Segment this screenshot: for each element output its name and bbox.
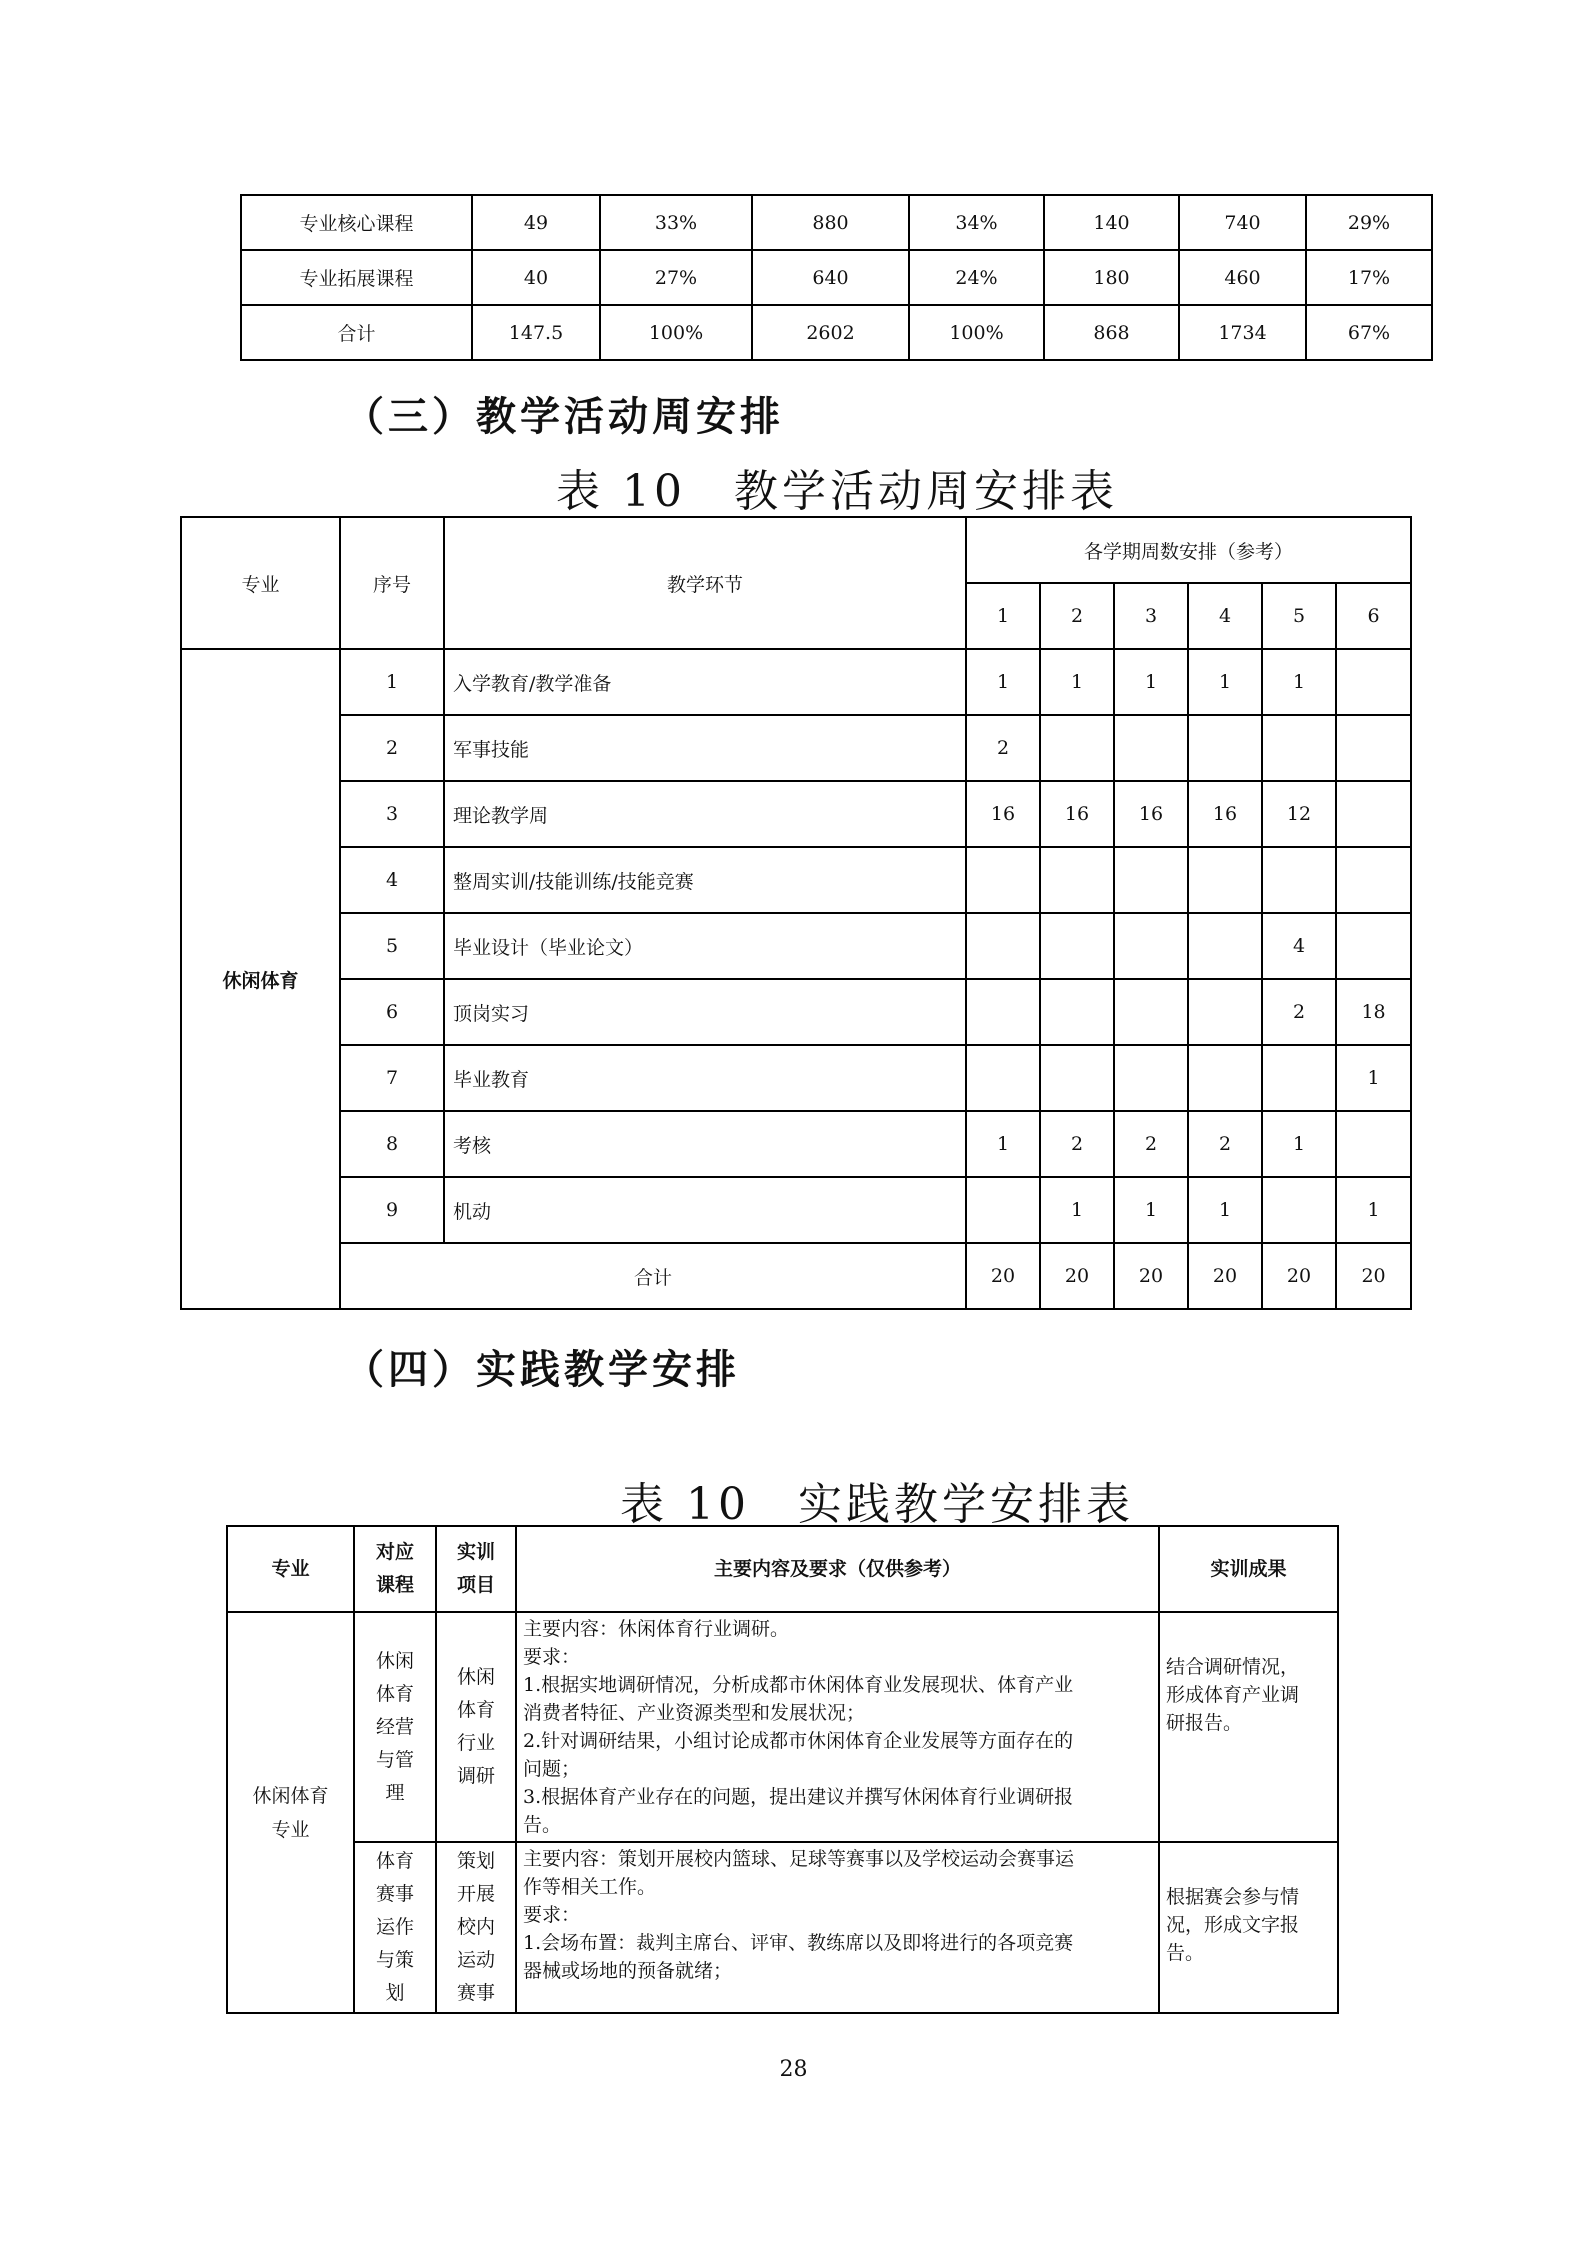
week-cell: 1 (1040, 649, 1114, 715)
practice-course-cell-line: 与策 (375, 1949, 414, 1971)
week-cell (1040, 715, 1114, 781)
summary-cell: 67% (1306, 305, 1432, 360)
summary-cell: 640 (752, 250, 909, 305)
practice-content-cell-line: 作等相关工作。 (523, 1876, 657, 1898)
week-cell (1262, 1045, 1336, 1111)
summary-cell: 147.5 (472, 305, 600, 360)
week-cell (1336, 1111, 1411, 1177)
practice-project-cell-line: 休闲 (456, 1666, 495, 1688)
week-cell: 1 (1188, 1177, 1262, 1243)
seq-cell: 7 (340, 1045, 444, 1111)
week-cell (1188, 715, 1262, 781)
week-cell: 1 (1114, 1177, 1188, 1243)
seq-cell: 5 (340, 913, 444, 979)
practice-course-cell-line: 体育 (375, 1850, 414, 1872)
page-number: 28 (779, 2057, 808, 2082)
week-cell (1114, 847, 1188, 913)
header-step: 教学环节 (444, 517, 966, 649)
practice-content-cell-line: 3.根据体育产业存在的问题，提出建议并撰写休闲体育行业调研报 (523, 1786, 1074, 1808)
header-semester: 1 (966, 583, 1040, 649)
header-semester: 6 (1336, 583, 1411, 649)
practice-project-cell (436, 1842, 516, 2013)
seq-cell: 1 (340, 649, 444, 715)
week-cell: 2 (1114, 1111, 1188, 1177)
practice-row (227, 1842, 1338, 2013)
practice-course-cell-line: 休闲 (375, 1649, 414, 1672)
week-cell (1040, 979, 1114, 1045)
step-cell: 考核 (444, 1111, 966, 1177)
week-cell: 16 (1040, 781, 1114, 847)
practice-header-content: 主要内容及要求（仅供参考） (516, 1526, 1159, 1612)
seq-cell: 9 (340, 1177, 444, 1243)
practice-project-cell-line: 校内 (456, 1916, 495, 1938)
practice-result-cell-line: 研报告。 (1166, 1712, 1243, 1734)
week-cell (966, 1177, 1040, 1243)
summary-cell: 180 (1044, 250, 1179, 305)
week-cell: 1 (1188, 649, 1262, 715)
major-cell: 休闲体育 (181, 649, 340, 1309)
practice-major-cell (227, 1612, 354, 2013)
week-cell (1040, 847, 1114, 913)
practice-teaching-table (226, 1525, 1339, 2014)
practice-content-cell (516, 1612, 1159, 1842)
week-cell (966, 979, 1040, 1045)
practice-header-course-line: 课程 (375, 1574, 414, 1596)
summary-cell: 专业拓展课程 (241, 250, 472, 305)
practice-content-cell-line: 要求： (523, 1904, 581, 1926)
practice-project-cell-line: 调研 (456, 1765, 495, 1787)
header-semester-group: 各学期周数安排（参考） (966, 517, 1411, 583)
header-seq: 序号 (340, 517, 444, 649)
step-cell: 机动 (444, 1177, 966, 1243)
practice-project-cell (436, 1612, 516, 1842)
practice-major-cell-line: 专业 (271, 1818, 310, 1841)
weekly-schedule-table (180, 516, 1412, 1310)
summary-cell: 100% (600, 305, 752, 360)
summary-cell: 868 (1044, 305, 1179, 360)
summary-row (241, 195, 1432, 250)
week-cell: 1 (1262, 649, 1336, 715)
summary-cell: 2602 (752, 305, 909, 360)
summary-row (241, 250, 1432, 305)
week-cell (1040, 1045, 1114, 1111)
header-semester: 4 (1188, 583, 1262, 649)
week-cell: 1 (1262, 1111, 1336, 1177)
practice-header-result: 实训成果 (1159, 1526, 1338, 1612)
week-cell: 1 (1040, 1177, 1114, 1243)
practice-course-cell-line: 体育 (375, 1682, 414, 1705)
practice-result-cell-line: 况，形成文字报 (1166, 1914, 1300, 1936)
practice-project-cell-line: 赛事 (456, 1982, 495, 2004)
summary-row (241, 305, 1432, 360)
practice-result-cell (1159, 1612, 1338, 1842)
schedule-row (181, 1111, 1411, 1177)
summary-cell: 100% (909, 305, 1044, 360)
practice-result-cell-line: 告。 (1166, 1942, 1205, 1964)
schedule-row (181, 979, 1411, 1045)
practice-content-cell-line: 主要内容：策划开展校内篮球、足球等赛事以及学校运动会赛事运 (523, 1848, 1075, 1870)
seq-cell: 8 (340, 1111, 444, 1177)
practice-result-cell-line: 根据赛会参与情 (1166, 1886, 1300, 1908)
seq-cell: 2 (340, 715, 444, 781)
section3-caption: 表 10 教学活动周安排表 (556, 466, 1118, 517)
summary-cell: 合计 (241, 305, 472, 360)
practice-course-cell-line: 赛事 (375, 1883, 414, 1905)
week-cell: 2 (1040, 1111, 1114, 1177)
week-cell: 1 (966, 649, 1040, 715)
step-cell: 顶岗实习 (444, 979, 966, 1045)
summary-cell: 460 (1179, 250, 1306, 305)
week-cell: 1 (1114, 649, 1188, 715)
practice-course-cell-line: 划 (385, 1982, 405, 2004)
week-cell (1188, 847, 1262, 913)
seq-cell: 4 (340, 847, 444, 913)
practice-header-project-line: 实训 (456, 1541, 495, 1563)
practice-header-course (354, 1526, 436, 1612)
week-cell: 2 (1188, 1111, 1262, 1177)
summary-cell: 140 (1044, 195, 1179, 250)
week-cell (966, 913, 1040, 979)
week-cell: 16 (1114, 781, 1188, 847)
total-cell: 20 (966, 1243, 1040, 1309)
header-semester: 3 (1114, 583, 1188, 649)
section4-caption: 表 10 实践教学安排表 (620, 1479, 1134, 1530)
practice-content-cell-line: 1.会场布置：裁判主席台、评审、教练席以及即将进行的各项竞赛 (523, 1932, 1074, 1954)
schedule-row (181, 1045, 1411, 1111)
section4-heading: （四）实践教学安排 (344, 1346, 740, 1393)
practice-course-cell (354, 1612, 436, 1842)
week-cell (1188, 913, 1262, 979)
practice-header-project (436, 1526, 516, 1612)
week-cell: 2 (966, 715, 1040, 781)
practice-major-cell-line: 休闲体育 (252, 1784, 329, 1807)
summary-cell: 33% (600, 195, 752, 250)
week-cell (1188, 979, 1262, 1045)
schedule-row (181, 847, 1411, 913)
seq-cell: 3 (340, 781, 444, 847)
total-cell: 20 (1188, 1243, 1262, 1309)
week-cell (1262, 847, 1336, 913)
practice-project-cell-line: 体育 (456, 1699, 495, 1721)
practice-content-cell-line: 告。 (523, 1814, 562, 1836)
practice-project-cell-line: 行业 (456, 1732, 495, 1754)
practice-course-cell-line: 与管 (375, 1748, 414, 1771)
week-cell (1262, 715, 1336, 781)
practice-project-cell-line: 运动 (456, 1949, 495, 1971)
total-cell: 20 (1040, 1243, 1114, 1309)
week-cell: 12 (1262, 781, 1336, 847)
total-row (181, 1243, 1411, 1309)
practice-header-course-line: 对应 (375, 1541, 414, 1563)
summary-cell: 专业核心课程 (241, 195, 472, 250)
practice-content-cell-line: 主要内容：休闲体育行业调研。 (523, 1618, 790, 1640)
week-cell (1114, 979, 1188, 1045)
summary-cell: 29% (1306, 195, 1432, 250)
course-summary-table (240, 194, 1433, 361)
practice-content-cell-line: 1.根据实地调研情况，分析成都市休闲体育业发展现状、体育产业 (523, 1674, 1074, 1696)
seq-cell: 6 (340, 979, 444, 1045)
practice-result-cell-line: 结合调研情况， (1166, 1656, 1300, 1678)
total-cell: 20 (1114, 1243, 1188, 1309)
practice-course-cell-line: 运作 (375, 1916, 414, 1938)
summary-cell: 34% (909, 195, 1044, 250)
week-cell (1336, 781, 1411, 847)
total-label: 合计 (340, 1243, 966, 1309)
summary-cell: 1734 (1179, 305, 1306, 360)
practice-course-cell (354, 1842, 436, 2013)
header-semester: 5 (1262, 583, 1336, 649)
practice-header-project-line: 项目 (456, 1574, 495, 1596)
week-cell: 16 (1188, 781, 1262, 847)
section3-heading: （三）教学活动周安排 (344, 393, 784, 440)
practice-content-cell-line: 问题； (523, 1758, 581, 1780)
practice-result-cell (1159, 1842, 1338, 2013)
summary-cell: 17% (1306, 250, 1432, 305)
week-cell (1114, 1045, 1188, 1111)
week-cell (1188, 1045, 1262, 1111)
week-cell: 4 (1262, 913, 1336, 979)
week-cell (1336, 649, 1411, 715)
week-cell (1336, 847, 1411, 913)
total-cell: 20 (1262, 1243, 1336, 1309)
summary-cell: 27% (600, 250, 752, 305)
practice-result-cell-line: 形成体育产业调 (1166, 1684, 1300, 1706)
week-cell (966, 847, 1040, 913)
step-cell: 军事技能 (444, 715, 966, 781)
step-cell: 毕业教育 (444, 1045, 966, 1111)
practice-content-cell (516, 1842, 1159, 2013)
practice-content-cell-line: 器械或场地的预备就绪； (523, 1960, 733, 1982)
week-cell: 2 (1262, 979, 1336, 1045)
header-semester: 2 (1040, 583, 1114, 649)
practice-header-major: 专业 (227, 1526, 354, 1612)
practice-course-cell-line: 理 (385, 1781, 405, 1804)
practice-project-cell-line: 开展 (456, 1883, 495, 1905)
summary-cell: 880 (752, 195, 909, 250)
practice-content-cell-line: 要求： (523, 1646, 581, 1668)
schedule-row (181, 781, 1411, 847)
practice-row (227, 1612, 1338, 1842)
summary-cell: 40 (472, 250, 600, 305)
week-cell (1040, 913, 1114, 979)
schedule-row (181, 715, 1411, 781)
practice-course-cell-line: 经营 (375, 1715, 414, 1738)
schedule-row (181, 913, 1411, 979)
week-cell (966, 1045, 1040, 1111)
week-cell: 1 (1336, 1045, 1411, 1111)
week-cell: 16 (966, 781, 1040, 847)
schedule-row (181, 649, 1411, 715)
week-cell (1262, 1177, 1336, 1243)
week-cell: 18 (1336, 979, 1411, 1045)
header-major: 专业 (181, 517, 340, 649)
week-cell (1114, 913, 1188, 979)
summary-cell: 49 (472, 195, 600, 250)
step-cell: 理论教学周 (444, 781, 966, 847)
step-cell: 毕业设计（毕业论文） (444, 913, 966, 979)
summary-cell: 740 (1179, 195, 1306, 250)
week-cell (1336, 913, 1411, 979)
week-cell (1336, 715, 1411, 781)
practice-content-cell-line: 消费者特征、产业资源类型和发展状况； (523, 1702, 866, 1724)
week-cell (1114, 715, 1188, 781)
summary-cell: 24% (909, 250, 1044, 305)
total-cell: 20 (1336, 1243, 1411, 1309)
step-cell: 整周实训/技能训练/技能竞赛 (444, 847, 966, 913)
week-cell: 1 (1336, 1177, 1411, 1243)
week-cell: 1 (966, 1111, 1040, 1177)
schedule-row (181, 1177, 1411, 1243)
step-cell: 入学教育/教学准备 (444, 649, 966, 715)
practice-content-cell-line: 2.针对调研结果，小组讨论成都市休闲体育企业发展等方面存在的 (523, 1730, 1074, 1752)
practice-project-cell-line: 策划 (456, 1850, 495, 1872)
